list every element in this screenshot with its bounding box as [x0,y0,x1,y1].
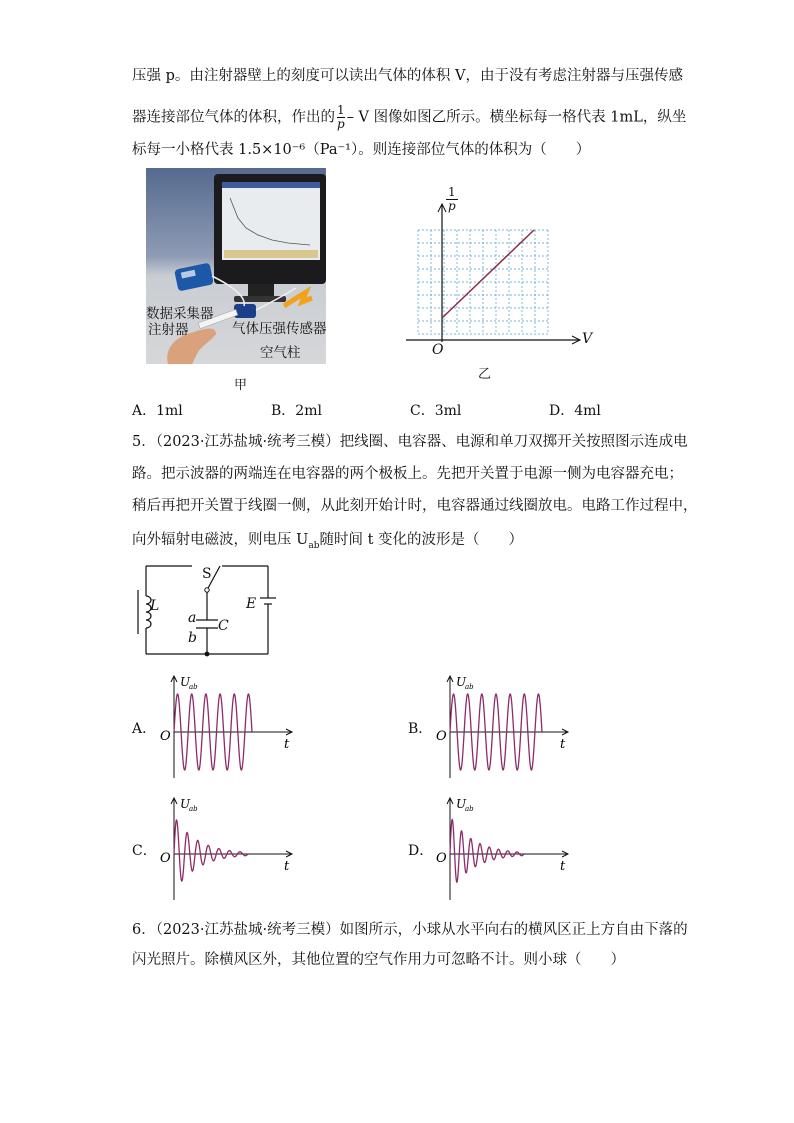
option-letter: B． [408,721,433,737]
label-pressure-sensor: 气体压强传感器 [232,321,327,337]
option-letter: C． [132,843,157,859]
y-axis-label-sub: ab [465,805,474,813]
option-graph-a[interactable] [132,670,302,782]
y-axis-label: U [456,675,467,689]
circuit-label-emf: E [246,596,257,612]
x-axis-label: t [284,859,290,874]
circuit-label-a: a [188,610,197,626]
graph-1-over-p-vs-v [400,182,600,378]
origin-label: O [436,851,447,866]
y-axis-label: U [180,675,191,689]
graph-y-axis-label: 1 p [447,185,456,213]
label-air-column: 空气柱 [260,345,301,361]
label-syringe: 注射器 [148,322,189,338]
q5-line-4: 向外辐射电磁波，则电压 $U_{ab}$随时间 t 变化的波形是（ ） [132,532,524,551]
option-letter: A． [132,721,157,737]
option-a[interactable]: A．1ml [132,403,183,419]
q4-line-1: 压强 p。由注射器壁上的刻度可以读出气体的体积 V，由于没有考虑注射器与压强传感 [132,68,683,84]
label-data-collector: 数据采集器 [146,306,214,322]
q4-line-2-pre: 器连接部位气体的体积，作出的 [132,109,335,126]
circuit-label-inductor: L [150,598,160,614]
y-axis-label: U [180,797,191,811]
graph-x-axis-label: V [582,331,593,347]
option-graph-b[interactable] [408,670,578,782]
q6-line-2: 闪光照片。除横风区外，其他位置的空气作用力可忽略不计。则小球（ ） [132,952,625,968]
q5-line-1: 5．（2023·江苏盐城·统考三模）把线圈、电容器、电源和单刀双掷开关按照图示连成电 [132,434,688,450]
q4-line-2-post: – V 图像如图乙所示。横坐标每一格代表 1mL，纵坐 [346,109,687,126]
option-d[interactable]: D．4ml [549,403,601,419]
y-axis-label-sub: ab [189,683,198,691]
caption-yi: 乙 [478,367,492,382]
q6-line-1: 6．（2023·江苏盐城·统考三模）如图所示，小球从水平向右的横风区正上方自由下落的 [132,922,688,938]
option-graph-c[interactable] [132,792,302,904]
y-axis-label: U [456,797,467,811]
q4-line-3: 标每一小格代表 1.5×10⁻⁶（Pa⁻¹）。则连接部位气体的体积为（ ） [132,142,591,158]
x-axis-label: t [560,737,566,752]
option-c[interactable]: C．3ml [410,403,462,419]
y-axis-label-sub: ab [465,683,474,691]
option-graph-d[interactable] [408,792,578,904]
origin-label: O [436,729,447,744]
circuit-label-switch: S [202,566,212,582]
q4-line-2 [132,104,686,131]
fraction-1-over-p: $\frac{1}{p}$ [337,103,345,131]
option-letter: D． [408,843,434,859]
origin-label: O [160,729,171,744]
waveform-damped [174,820,248,881]
origin-label: O [160,851,171,866]
q5-line-3: 稍后再把开关置于线圈一侧，从此刻开始计时，电容器通过线圈放电。电路工作过程中， [132,498,698,514]
waveform-damped [450,820,524,883]
y-axis-label-sub: ab [189,805,198,813]
option-b[interactable]: B．2ml [271,403,322,419]
circuit-label-b: b [188,630,197,646]
circuit-label-capacitor: C [218,618,229,634]
caption-jia: 甲 [234,378,248,393]
graph-origin-label: O [432,342,444,358]
q5-line-2: 路。把示波器的两端连在电容器的两个极板上。先把开关置于电源一侧为电容器充电； [132,466,683,482]
x-axis-label: t [284,737,290,752]
x-axis-label: t [560,859,566,874]
